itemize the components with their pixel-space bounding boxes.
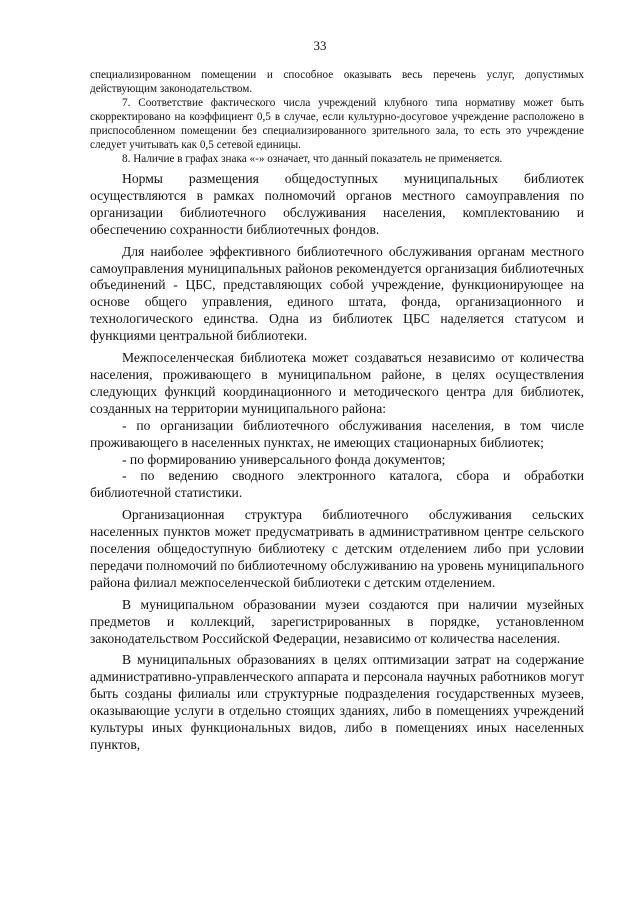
list-item-fund: - по формированию универсального фонда документов; — [122, 451, 446, 467]
paragraph-museum-branches: В муниципальных образованиях в целях оптимизации затрат на содержание административно-управленческого аппарата и персонала научных работников могут быть созданы филиалы или структурные подразделения государственных музеев, оказывающие услуги в отдельно стоящих зданиях, либо в помещениях учреждений культуры иных функциональных видов, либо в помещениях иных населенных пунктов, — [90, 652, 584, 752]
paragraph-rural-structure: Организационная структура библиотечного обслуживания сельских населенных пунктов может предусматривать в административном центре сельского поселения общедоступную библиотеку с детским отделением либо при условии передачи полномочий по библиотечному обслуживанию на уровень муниципального района филиал межпоселенческой библиотеки с детским отделением. — [90, 507, 584, 590]
page-number: 33 — [313, 38, 327, 53]
document-body — [90, 68, 584, 754]
note-continuation: специализированном помещении и способное оказывать весь перечень услуг, допустимых действующим законодательством. — [90, 69, 584, 95]
paragraph-library-norms: Нормы размещения общедоступных муниципальных библиотек осуществляются в рамках полномочий органов местного самоуправления по организации библиотечного обслуживания населения, комплектованию и обеспечению сохранности библиотечных фондов. — [90, 171, 584, 237]
note-8: 8. Наличие в графах знака «-» означает, что данный показатель не применяется. — [122, 153, 503, 165]
paragraph-museums: В муниципальном образовании музеи создаются при наличии музейных предметов и коллекций, зарегистрированных в порядке, установленном законодательством Российской Федерации, независимо от количества населения. — [90, 596, 584, 646]
paragraph-cbs: Для наиболее эффективного библиотечного обслуживания органам местного самоуправления муниципальных районов рекомендуется организация библиотечных объединений - ЦБС, представляющих собой учреждение, функционирующее на основе общего управления, единого штата, фонда, организационного и технологического единства. Одна из библиотек ЦБС наделяется статусом и функциями центральной библиотеки. — [90, 243, 584, 344]
note-7: 7. Соответствие фактического числа учреждений клубного типа нормативу может быть скорректировано на коэффициент 0,5 в случае, если культурно-досуговое учреждение расположено в приспособленном помещении без специализированного зрительного зала, то есть это учреждение следует учитывать как 0,5 сетевой единицы. — [90, 97, 584, 151]
list-item-catalog: - по ведению сводного электронного каталога, сбора и обработки библиотечной статистики. — [90, 468, 584, 501]
paragraph-intersettlement-library: Межпоселенческая библиотека может создаваться независимо от количества населения, проживающего в муниципальном районе, в целях осуществления следующих функций координационного и методического центра для библиотек, созданных на территории муниципального района: — [90, 350, 584, 416]
list-item-organization: - по организации библиотечного обслуживания населения, в том числе проживающего в населенных пунктах, не имеющих стационарных библиотек; — [90, 417, 584, 450]
